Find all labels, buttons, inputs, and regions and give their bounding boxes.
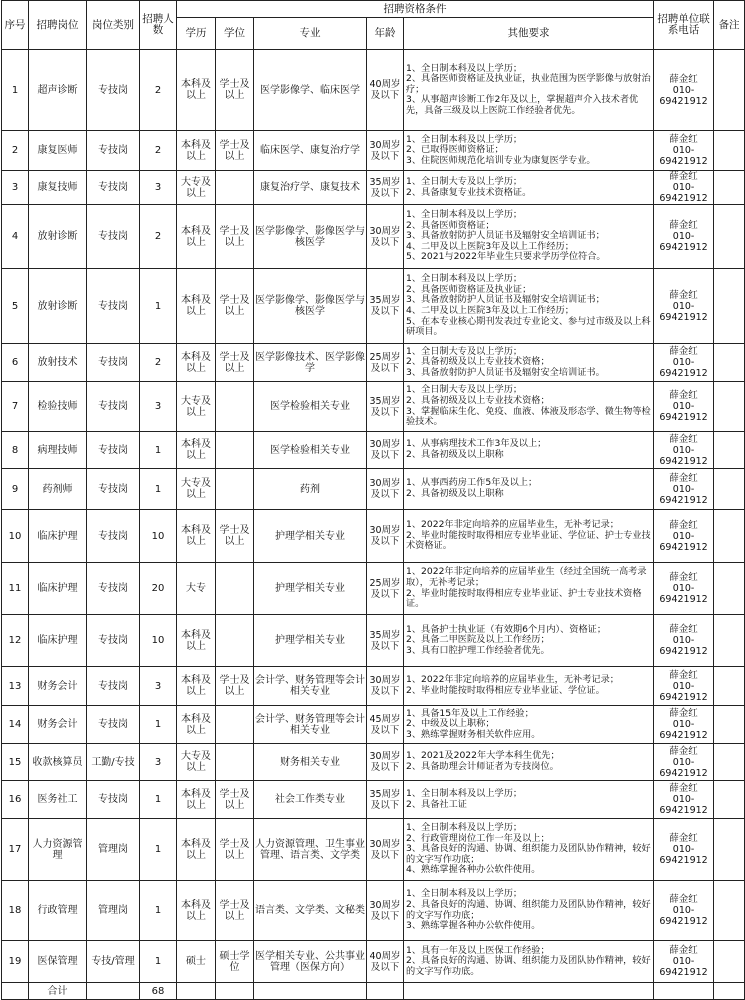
- cell-major: 临床医学、康复治疗学: [254, 131, 367, 171]
- header-position: 招聘岗位: [29, 1, 87, 50]
- cell-contact: 薛金红 010- 69421912: [654, 510, 714, 563]
- cell-remark: [714, 744, 745, 781]
- cell-remark: [714, 510, 745, 563]
- cell-contact: 薛金红 010- 69421912: [654, 344, 714, 382]
- cell-other-requirements: 1、2022年非定向培养的应届毕业生，无补考记录； 2、毕业时能按时取得相应专业毕业证、学位证。: [404, 667, 654, 706]
- cell-degree: 学士及以上: [216, 819, 254, 881]
- table-row: [2, 269, 745, 344]
- cell-category: 专技岗: [87, 171, 140, 205]
- cell-seq: 7: [2, 382, 29, 432]
- cell-contact: 薛金红 010- 69421912: [654, 881, 714, 941]
- cell-degree: 学士及以上: [216, 269, 254, 344]
- cell-degree: [216, 171, 254, 205]
- cell-remark: [714, 344, 745, 382]
- cell-category: 管理岗: [87, 819, 140, 881]
- cell-degree: [216, 744, 254, 781]
- cell-age: 30周岁及以下: [367, 819, 404, 881]
- header-contact: 招聘单位联系电话: [654, 1, 714, 50]
- cell-age: 30周岁及以下: [367, 131, 404, 171]
- cell-contact: 薛金红 010- 69421912: [654, 706, 714, 744]
- cell-category: 专技岗: [87, 510, 140, 563]
- cell-category: 专技岗: [87, 432, 140, 469]
- header-other: 其他要求: [404, 18, 654, 50]
- header-age: 年龄: [367, 18, 404, 50]
- cell-remark: [714, 469, 745, 510]
- cell-contact: 薛金红 010- 69421912: [654, 205, 714, 269]
- cell-other-requirements: 1、全日制大专及以上学历； 2、具备康复专业技术资格证。: [404, 171, 654, 205]
- table-row: [2, 205, 745, 269]
- cell-remark: [714, 382, 745, 432]
- table-body: [2, 50, 745, 983]
- cell-contact: 薛金红 010- 69421912: [654, 744, 714, 781]
- cell-education: 大专及以上: [177, 744, 216, 781]
- cell-position: 病理技师: [29, 432, 87, 469]
- cell-count: 1: [140, 781, 177, 819]
- cell-other-requirements: 1、具备15年及以上工作经验； 2、中级及以上职称； 3、熟练掌握财务相关软件应用。: [404, 706, 654, 744]
- cell-age: 35周岁及以下: [367, 171, 404, 205]
- cell-education: 大专: [177, 563, 216, 615]
- cell-count: 1: [140, 432, 177, 469]
- cell-education: 大专及以上: [177, 469, 216, 510]
- cell-count: 1: [140, 941, 177, 983]
- cell-category: 专技/管理: [87, 941, 140, 983]
- header-seq: 序号: [2, 1, 29, 50]
- cell-remark: [714, 781, 745, 819]
- total-row: [2, 983, 745, 1000]
- cell-position: 临床护理: [29, 510, 87, 563]
- cell-contact: 薛金红 010- 69421912: [654, 667, 714, 706]
- total-empty-cell: [216, 983, 254, 1000]
- cell-age: 35周岁及以下: [367, 269, 404, 344]
- cell-other-requirements: 1、全日制大专及以上学历； 2、具备初级及以上专业技术资格； 3、具备放射防护人员证书及辐射安全培训证书。: [404, 344, 654, 382]
- cell-other-requirements: 1、从事西药房工作5年及以上； 2、具备初级及以上职称: [404, 469, 654, 510]
- cell-major: 康复治疗学、康复技术: [254, 171, 367, 205]
- cell-seq: 3: [2, 171, 29, 205]
- cell-seq: 19: [2, 941, 29, 983]
- total-empty-cell: [367, 983, 404, 1000]
- cell-seq: 12: [2, 615, 29, 667]
- cell-position: 康复医师: [29, 131, 87, 171]
- cell-position: 收款核算员: [29, 744, 87, 781]
- cell-position: 检验技师: [29, 382, 87, 432]
- cell-count: 2: [140, 344, 177, 382]
- cell-degree: 学士及以上: [216, 205, 254, 269]
- recruitment-table: [1, 0, 745, 1000]
- cell-education: 本科及以上: [177, 432, 216, 469]
- cell-degree: 学士及以上: [216, 781, 254, 819]
- cell-major: 药剂: [254, 469, 367, 510]
- cell-category: 专技岗: [87, 205, 140, 269]
- cell-seq: 17: [2, 819, 29, 881]
- table-row: [2, 344, 745, 382]
- cell-major: 医学影像学、影像医学与核医学: [254, 205, 367, 269]
- cell-degree: [216, 563, 254, 615]
- cell-count: 3: [140, 744, 177, 781]
- header-degree: 学位: [216, 18, 254, 50]
- cell-position: 放射技术: [29, 344, 87, 382]
- cell-category: 专技岗: [87, 667, 140, 706]
- cell-age: 30周岁及以下: [367, 205, 404, 269]
- header-conditions: 招聘资格条件: [177, 1, 654, 18]
- cell-age: 25周岁及以下: [367, 563, 404, 615]
- cell-degree: [216, 382, 254, 432]
- cell-seq: 16: [2, 781, 29, 819]
- cell-position: 医务社工: [29, 781, 87, 819]
- cell-seq: 8: [2, 432, 29, 469]
- cell-other-requirements: 1、具有一年及以上医保工作经验； 2、具备良好的沟通、协调、组织能力及团队协作精神，较好的文字写作功底。: [404, 941, 654, 983]
- cell-major: 社会工作类专业: [254, 781, 367, 819]
- cell-age: 45周岁及以下: [367, 706, 404, 744]
- header-major: 专业: [254, 18, 367, 50]
- cell-degree: [216, 615, 254, 667]
- total-label: 合计: [29, 983, 87, 1000]
- cell-contact: 薛金红 010- 69421912: [654, 171, 714, 205]
- cell-age: 40周岁及以下: [367, 50, 404, 131]
- header-count: 招聘人数: [140, 1, 177, 50]
- cell-degree: 学士及以上: [216, 131, 254, 171]
- cell-count: 1: [140, 881, 177, 941]
- cell-age: 25周岁及以下: [367, 344, 404, 382]
- cell-degree: 学士及以上: [216, 881, 254, 941]
- cell-degree: 硕士学位: [216, 941, 254, 983]
- cell-other-requirements: 1、2022年非定向培养的应届毕业生，无补考记录； 2、毕业时能按时取得相应专业毕业证、学位证、护士专业技术资格证。: [404, 510, 654, 563]
- cell-seq: 4: [2, 205, 29, 269]
- cell-seq: 15: [2, 744, 29, 781]
- cell-education: 本科及以上: [177, 667, 216, 706]
- table-row: [2, 819, 745, 881]
- cell-other-requirements: 1、全日制本科及以上学历； 2、具备医师资格证； 3、具备放射防护人员证书及辐射安全培训证书； 4、二甲及以上医院3年及以上工作经历； 5、2021与2022年毕业生只要求学历学位符合。: [404, 205, 654, 269]
- total-empty-cell: [177, 983, 216, 1000]
- cell-position: 财务会计: [29, 706, 87, 744]
- cell-count: 10: [140, 615, 177, 667]
- cell-age: 35周岁及以下: [367, 781, 404, 819]
- cell-age: 30周岁及以下: [367, 510, 404, 563]
- cell-education: 本科及以上: [177, 510, 216, 563]
- cell-other-requirements: 1、全日制本科及以上学历； 2、具备医师资格证及执业证，执业范围为医学影像与放射治疗； 3、从事超声诊断工作2年及以上，掌握超声介入技术者优先，具备三级及以上医院工作经验者优先。: [404, 50, 654, 131]
- table-row: [2, 781, 745, 819]
- cell-count: 1: [140, 269, 177, 344]
- cell-education: 本科及以上: [177, 205, 216, 269]
- table-row: [2, 706, 745, 744]
- cell-contact: 薛金红 010- 69421912: [654, 269, 714, 344]
- cell-position: 财务会计: [29, 667, 87, 706]
- cell-age: 40周岁及以下: [367, 941, 404, 983]
- cell-age: 30周岁及以下: [367, 744, 404, 781]
- cell-category: 专技岗: [87, 344, 140, 382]
- cell-category: 专技岗: [87, 781, 140, 819]
- cell-major: 医学检验相关专业: [254, 382, 367, 432]
- cell-position: 放射诊断: [29, 269, 87, 344]
- cell-age: 30周岁及以下: [367, 469, 404, 510]
- cell-seq: 11: [2, 563, 29, 615]
- cell-position: 临床护理: [29, 615, 87, 667]
- cell-count: 1: [140, 706, 177, 744]
- cell-contact: 薛金红 010- 69421912: [654, 131, 714, 171]
- cell-degree: [216, 706, 254, 744]
- cell-major: 医学相关专业、公共事业管理（医保方向）: [254, 941, 367, 983]
- header-education: 学历: [177, 18, 216, 50]
- cell-seq: 10: [2, 510, 29, 563]
- cell-remark: [714, 171, 745, 205]
- cell-position: 超声诊断: [29, 50, 87, 131]
- cell-major: 医学检验相关专业: [254, 432, 367, 469]
- cell-remark: [714, 432, 745, 469]
- cell-position: 临床护理: [29, 563, 87, 615]
- cell-major: 语言类、文学类、文秘类: [254, 881, 367, 941]
- cell-education: 大专及以上: [177, 382, 216, 432]
- cell-education: 本科及以上: [177, 881, 216, 941]
- cell-seq: 9: [2, 469, 29, 510]
- table-row: [2, 50, 745, 131]
- cell-contact: 薛金红 010- 69421912: [654, 819, 714, 881]
- cell-major: 人力资源管理、卫生事业管理、语言类、文学类: [254, 819, 367, 881]
- cell-remark: [714, 269, 745, 344]
- cell-contact: 薛金红 010- 69421912: [654, 432, 714, 469]
- cell-seq: 1: [2, 50, 29, 131]
- cell-education: 本科及以上: [177, 706, 216, 744]
- total-empty-cell: [87, 983, 140, 1000]
- cell-age: 30周岁及以下: [367, 881, 404, 941]
- cell-seq: 13: [2, 667, 29, 706]
- total-empty-cell: [404, 983, 654, 1000]
- header-remark: 备注: [714, 1, 745, 50]
- cell-major: 护理学相关专业: [254, 510, 367, 563]
- cell-category: 专技岗: [87, 469, 140, 510]
- cell-position: 康复技师: [29, 171, 87, 205]
- cell-remark: [714, 819, 745, 881]
- cell-seq: 18: [2, 881, 29, 941]
- cell-remark: [714, 205, 745, 269]
- cell-count: 20: [140, 563, 177, 615]
- cell-education: 本科及以上: [177, 131, 216, 171]
- cell-remark: [714, 50, 745, 131]
- table-row: [2, 171, 745, 205]
- cell-remark: [714, 881, 745, 941]
- cell-position: 放射诊断: [29, 205, 87, 269]
- cell-education: 大专及以上: [177, 171, 216, 205]
- total-empty-cell: [654, 983, 714, 1000]
- cell-contact: 薛金红 010- 69421912: [654, 469, 714, 510]
- cell-count: 3: [140, 667, 177, 706]
- cell-age: 35周岁及以下: [367, 382, 404, 432]
- cell-category: 工勤/专技: [87, 744, 140, 781]
- cell-other-requirements: 1、全日制本科及以上学历； 2、具备良好的沟通、协调、组织能力及团队协作精神，较好的文字写作功底； 3、熟练掌握各种办公软件使用。: [404, 881, 654, 941]
- cell-seq: 14: [2, 706, 29, 744]
- cell-category: 专技岗: [87, 50, 140, 131]
- cell-degree: 学士及以上: [216, 667, 254, 706]
- table-row: [2, 667, 745, 706]
- cell-degree: 学士及以上: [216, 344, 254, 382]
- cell-count: 2: [140, 131, 177, 171]
- table-row: [2, 432, 745, 469]
- cell-education: 本科及以上: [177, 50, 216, 131]
- cell-contact: 薛金红 010- 69421912: [654, 382, 714, 432]
- cell-age: 30周岁及以下: [367, 667, 404, 706]
- cell-other-requirements: 1、2022年非定向培养的应届毕业生（经过全国统一高考录取），无补考记录； 2、毕业时能按时取得相应专业毕业证、护士专业技术资格证。: [404, 563, 654, 615]
- cell-major: 护理学相关专业: [254, 563, 367, 615]
- cell-category: 专技岗: [87, 131, 140, 171]
- header-category: 岗位类别: [87, 1, 140, 50]
- table-row: [2, 510, 745, 563]
- cell-contact: 薛金红 010- 69421912: [654, 563, 714, 615]
- cell-count: 2: [140, 205, 177, 269]
- cell-category: 专技岗: [87, 563, 140, 615]
- cell-count: 2: [140, 50, 177, 131]
- total-empty-cell: [2, 983, 29, 1000]
- cell-major: 医学影像学、临床医学: [254, 50, 367, 131]
- cell-remark: [714, 667, 745, 706]
- table-row: [2, 131, 745, 171]
- cell-count: 3: [140, 171, 177, 205]
- cell-count: 1: [140, 469, 177, 510]
- cell-other-requirements: 1、全日制本科及以上学历； 2、行政管理岗位工作一年及以上； 3、具备良好的沟通、协调、组织能力及团队协作精神，较好的文字写作功底； 4、熟练掌握各种办公软件使用。: [404, 819, 654, 881]
- table-row: [2, 941, 745, 983]
- cell-count: 3: [140, 382, 177, 432]
- cell-age: 30周岁及以下: [367, 432, 404, 469]
- cell-seq: 5: [2, 269, 29, 344]
- cell-degree: 学士及以上: [216, 50, 254, 131]
- cell-degree: 学士及以上: [216, 510, 254, 563]
- cell-remark: [714, 615, 745, 667]
- cell-other-requirements: 1、全日制本科及以上学历； 2、已取得医师资格证； 3、住院医师规范化培训专业为康复医学专业。: [404, 131, 654, 171]
- cell-education: 硕士: [177, 941, 216, 983]
- cell-contact: 薛金红 010- 69421912: [654, 615, 714, 667]
- cell-seq: 6: [2, 344, 29, 382]
- cell-major: 医学影像学、影像医学与核医学: [254, 269, 367, 344]
- total-count: 68: [140, 983, 177, 1000]
- cell-degree: [216, 432, 254, 469]
- cell-age: 35周岁及以下: [367, 615, 404, 667]
- cell-category: 专技岗: [87, 706, 140, 744]
- cell-category: 专技岗: [87, 615, 140, 667]
- cell-category: 专技岗: [87, 269, 140, 344]
- cell-other-requirements: 1、具备护士执业证（有效期6个月内）、资格证； 2、具备二甲医院及以上工作经历； 3、具有口腔护理工作经验者优先。: [404, 615, 654, 667]
- cell-degree: [216, 469, 254, 510]
- cell-major: 医学影像技术、医学影像学: [254, 344, 367, 382]
- cell-major: 财务相关专业: [254, 744, 367, 781]
- cell-major: 会计学、财务管理等会计相关专业: [254, 706, 367, 744]
- cell-major: 护理学相关专业: [254, 615, 367, 667]
- cell-education: 本科及以上: [177, 344, 216, 382]
- cell-position: 医保管理: [29, 941, 87, 983]
- cell-contact: 薛金红 010- 69421912: [654, 781, 714, 819]
- cell-count: 1: [140, 819, 177, 881]
- cell-other-requirements: 1、从事病理技术工作3年及以上； 2、具备初级及以上职称: [404, 432, 654, 469]
- cell-contact: 薛金红 010- 69421912: [654, 941, 714, 983]
- cell-remark: [714, 131, 745, 171]
- total-empty-cell: [714, 983, 745, 1000]
- cell-other-requirements: 1、2021及2022年大学本科生优先； 2、具备助理会计师证者为专技岗位。: [404, 744, 654, 781]
- cell-position: 人力资源管理: [29, 819, 87, 881]
- cell-education: 本科及以上: [177, 615, 216, 667]
- cell-education: 本科及以上: [177, 269, 216, 344]
- cell-other-requirements: 1、全日制本科及以上学历； 2、具备社工证: [404, 781, 654, 819]
- cell-education: 本科及以上: [177, 781, 216, 819]
- cell-category: 管理岗: [87, 881, 140, 941]
- table-row: [2, 615, 745, 667]
- cell-remark: [714, 941, 745, 983]
- table-row: [2, 382, 745, 432]
- table-row: [2, 469, 745, 510]
- cell-education: 本科及以上: [177, 819, 216, 881]
- cell-position: 行政管理: [29, 881, 87, 941]
- cell-other-requirements: 1、全日制本科及以上学历； 2、具备医师资格证及执业证； 3、具备放射防护人员证书及辐射安全培训证书； 4、二甲及以上医院3年及以上工作经历； 5、在本专业核心期刊发表过专业论文、参与过市级及以上科研项目。: [404, 269, 654, 344]
- cell-major: 会计学、财务管理等会计相关专业: [254, 667, 367, 706]
- cell-category: 专技岗: [87, 382, 140, 432]
- total-empty-cell: [254, 983, 367, 1000]
- cell-remark: [714, 706, 745, 744]
- cell-contact: 薛金红 010- 69421912: [654, 50, 714, 131]
- table-row: [2, 744, 745, 781]
- table-row: [2, 881, 745, 941]
- table-row: [2, 563, 745, 615]
- cell-position: 药剂师: [29, 469, 87, 510]
- cell-other-requirements: 1、全日制大专及以上学历； 2、具备初级及以上专业技术资格； 3、掌握临床生化、免疫、血液、体液及形态学、微生物等检验技术。: [404, 382, 654, 432]
- cell-remark: [714, 563, 745, 615]
- cell-seq: 2: [2, 131, 29, 171]
- cell-count: 10: [140, 510, 177, 563]
